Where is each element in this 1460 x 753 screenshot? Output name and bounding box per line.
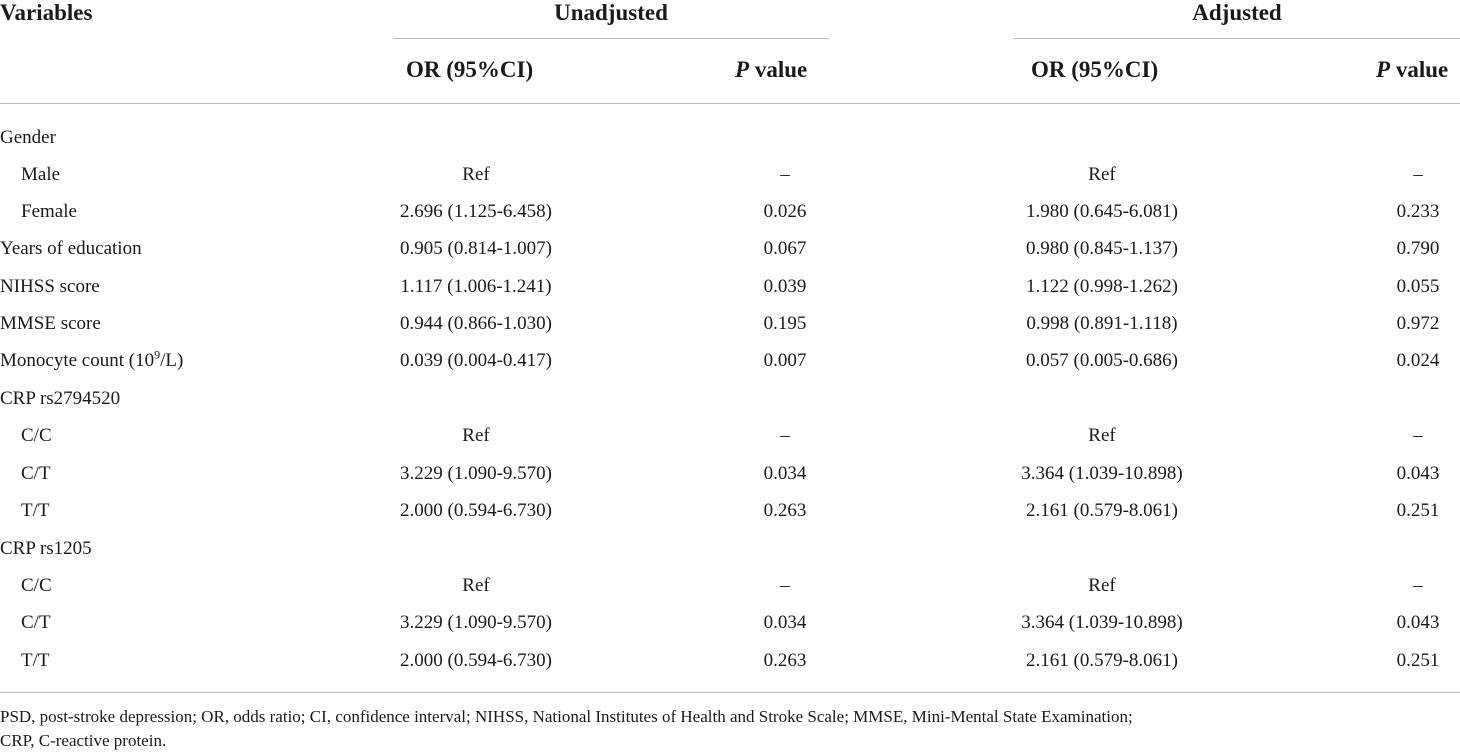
- p-adjusted: 0.043: [1396, 612, 1440, 633]
- p-adjusted: 0.251: [1396, 650, 1440, 671]
- p-adjusted: –: [1413, 164, 1423, 185]
- subheader-p-unadjusted: [735, 57, 807, 83]
- or-adjusted: 1.122 (0.998-1.262): [1026, 276, 1178, 297]
- row-variable: Female: [21, 201, 77, 222]
- row-variable: CRP rs2794520: [0, 388, 121, 409]
- table-row: [0, 648, 1460, 685]
- or-unadjusted: 3.229 (1.090-9.570): [400, 612, 552, 633]
- p-unadjusted: 0.034: [763, 612, 807, 633]
- p-adjusted: 0.972: [1396, 313, 1440, 334]
- p-adjusted: –: [1413, 575, 1423, 596]
- or-unadjusted: 2.000 (0.594-6.730): [400, 500, 552, 521]
- row-variable: NIHSS score: [0, 276, 100, 297]
- table-row: [0, 274, 1460, 311]
- p-unadjusted: –: [780, 425, 790, 446]
- p-unadjusted: 0.034: [763, 463, 807, 484]
- or-unadjusted: 1.117 (1.006-1.241): [400, 276, 552, 297]
- p-unadjusted: 0.039: [763, 276, 807, 297]
- p-unadjusted: 0.263: [763, 650, 807, 671]
- or-adjusted: Ref: [1088, 425, 1116, 446]
- p-unadjusted: 0.067: [763, 238, 807, 259]
- table-row: [0, 461, 1460, 498]
- variable-text: Monocyte count (10: [0, 350, 155, 371]
- row-variable: C/C: [21, 575, 52, 596]
- footnote-line-1: PSD, post-stroke depression; OR, odds ratio; CI, confidence interval; NIHSS, National Institutes of Health and Stroke Scale; MMSE, Mini-Mental State Examination;: [0, 707, 1133, 726]
- subheader-or-adjusted: OR (95%CI): [1031, 57, 1159, 82]
- group-rule-adjusted: [1014, 38, 1460, 39]
- p-unadjusted: 0.026: [763, 201, 807, 222]
- p-adjusted: 0.055: [1396, 276, 1440, 297]
- p-unadjusted: –: [780, 164, 790, 185]
- or-unadjusted: 3.229 (1.090-9.570): [400, 463, 552, 484]
- header-unadjusted: Unadjusted: [554, 0, 668, 25]
- row-variable: CRP rs1205: [0, 538, 92, 559]
- header-adjusted: Adjusted: [1192, 0, 1282, 25]
- p-adjusted: 0.024: [1396, 350, 1440, 371]
- or-unadjusted: 0.944 (0.866-1.030): [400, 313, 552, 334]
- or-adjusted: 2.161 (0.579-8.061): [1026, 500, 1178, 521]
- or-adjusted: 0.980 (0.845-1.137): [1026, 238, 1178, 259]
- p-adjusted: 0.043: [1396, 463, 1440, 484]
- or-adjusted: Ref: [1088, 575, 1116, 596]
- header-variables: Variables: [0, 0, 93, 25]
- row-variable: T/T: [21, 650, 50, 671]
- variable-superscript: 9: [154, 347, 161, 362]
- or-unadjusted: 2.696 (1.125-6.458): [400, 201, 552, 222]
- or-unadjusted: 0.905 (0.814-1.007): [400, 238, 552, 259]
- variable-tail: /L): [160, 350, 184, 371]
- row-variable: Male: [21, 164, 61, 185]
- row-variable: C/T: [21, 463, 51, 484]
- p-unadjusted: 0.195: [763, 313, 807, 334]
- p-adjusted: 0.233: [1396, 201, 1440, 222]
- row-variable: Gender: [0, 127, 56, 148]
- table-row: [0, 199, 1460, 236]
- or-adjusted: Ref: [1088, 164, 1116, 185]
- table-bottom-rule: [0, 692, 1460, 693]
- subheader-or-unadjusted: OR (95%CI): [406, 57, 534, 82]
- row-variable: MMSE score: [0, 313, 101, 334]
- table-row: [0, 348, 1460, 385]
- footnote-line-2: CRP, C-reactive protein.: [0, 731, 167, 750]
- p-adjusted: –: [1413, 425, 1423, 446]
- subheader-p-adjusted: [1376, 57, 1448, 83]
- or-adjusted: 3.364 (1.039-10.898): [1021, 463, 1183, 484]
- p-unadjusted: 0.007: [763, 350, 807, 371]
- row-variable: [0, 348, 183, 374]
- or-unadjusted: 0.039 (0.004-0.417): [400, 350, 552, 371]
- or-adjusted: 1.980 (0.645-6.081): [1026, 201, 1178, 222]
- or-adjusted: 2.161 (0.579-8.061): [1026, 650, 1178, 671]
- group-rule-unadjusted: [393, 38, 829, 39]
- or-unadjusted: Ref: [462, 425, 490, 446]
- table-row: [0, 573, 1460, 610]
- or-adjusted: 0.998 (0.891-1.118): [1026, 313, 1178, 334]
- table-row: [0, 125, 1460, 162]
- p-adjusted: 0.251: [1396, 500, 1440, 521]
- or-unadjusted: Ref: [462, 164, 490, 185]
- table-row: [0, 386, 1460, 423]
- p-italic: P: [1376, 57, 1391, 82]
- p-rest: value: [1390, 57, 1449, 82]
- p-italic: P: [735, 57, 750, 82]
- row-variable: C/C: [21, 425, 52, 446]
- row-variable: T/T: [21, 500, 50, 521]
- p-rest: value: [749, 57, 808, 82]
- table-row: [0, 236, 1460, 273]
- p-unadjusted: 0.263: [763, 500, 807, 521]
- row-variable: C/T: [21, 612, 51, 633]
- table-row: [0, 162, 1460, 199]
- or-adjusted: 3.364 (1.039-10.898): [1021, 612, 1183, 633]
- row-variable: Years of education: [0, 238, 142, 259]
- or-adjusted: 0.057 (0.005-0.686): [1026, 350, 1178, 371]
- or-unadjusted: 2.000 (0.594-6.730): [400, 650, 552, 671]
- table-row: [0, 498, 1460, 535]
- header-bottom-rule: [0, 103, 1460, 104]
- p-unadjusted: –: [780, 575, 790, 596]
- table-row: [0, 536, 1460, 573]
- or-unadjusted: Ref: [462, 575, 490, 596]
- p-adjusted: 0.790: [1396, 238, 1440, 259]
- table-row: [0, 423, 1460, 460]
- table-row: [0, 610, 1460, 647]
- table-row: [0, 311, 1460, 348]
